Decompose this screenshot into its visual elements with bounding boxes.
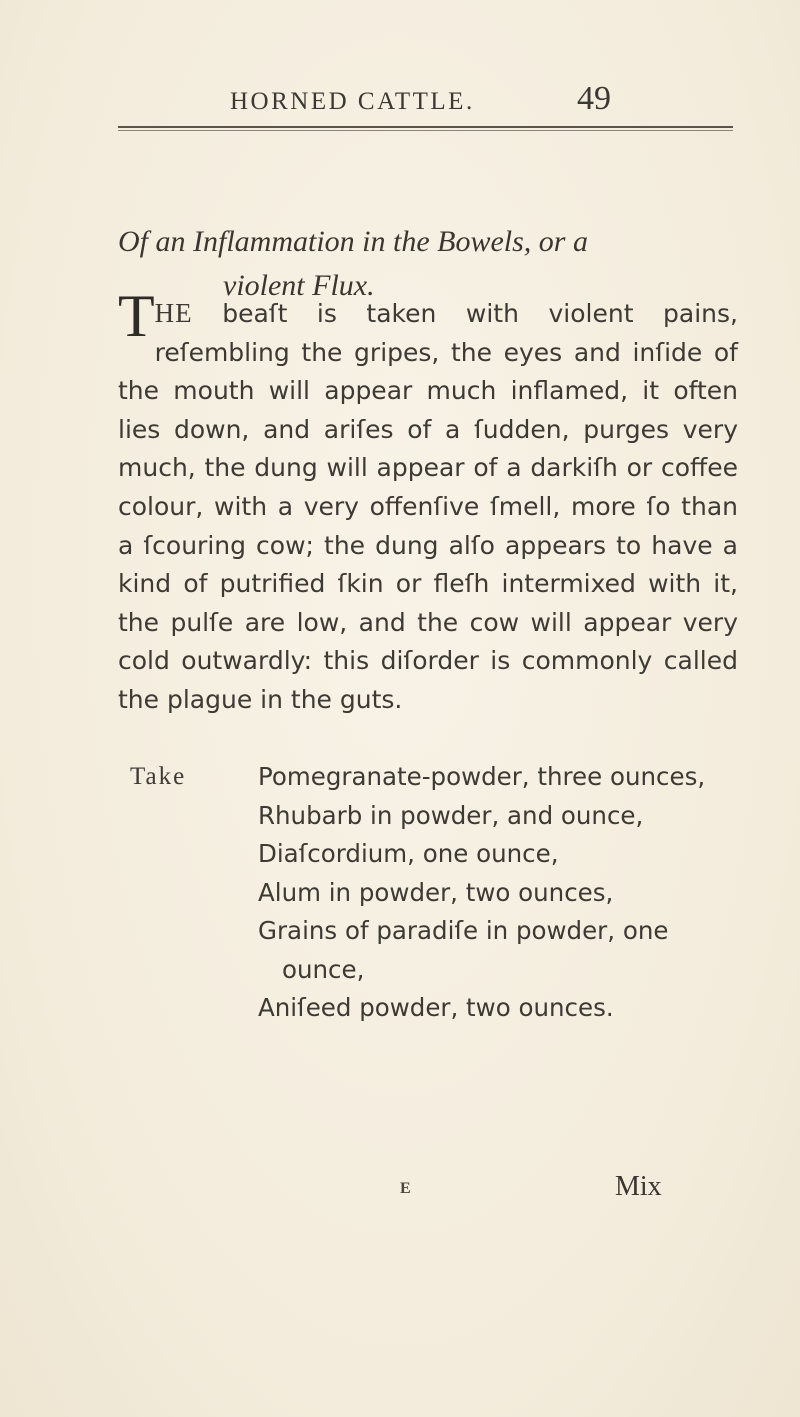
ingredient-item: Grains of paradiſe in powder, one	[258, 916, 669, 945]
body-line: of the mouth will appear much inflamed, it	[118, 337, 738, 406]
ingredient-list	[130, 758, 740, 1028]
body-line: diſorder is commonly called the plague in	[118, 646, 738, 714]
page-number: 49	[577, 80, 611, 117]
recipe-label: Take	[130, 763, 187, 790]
body-line: the guts.	[290, 684, 403, 714]
running-head: HORNED CATTLE.	[230, 88, 475, 115]
ingredient-item: Aniſeed powder, two ounces.	[258, 993, 614, 1022]
body-line: fleſh intermixed with it, the pulſe are low, and	[118, 569, 738, 637]
body-line: often lies down, and ariſes of a ſudden, purges	[118, 376, 738, 444]
body-line: very much, the dung will appear of a darkiſh	[118, 414, 738, 483]
drop-cap: T	[118, 283, 155, 349]
body-line: more ſo than a ſcouring cow; the dung alſo	[118, 491, 738, 560]
body-line: appears to have a kind of putrified ſkin or	[118, 530, 738, 599]
ingredient-item: Diaſcordium, one ounce,	[258, 839, 559, 868]
body-line: beaſt is taken with violent	[222, 299, 634, 328]
body-line: or coffee colour, with a very offenſive ſmell,	[118, 453, 739, 521]
body-line: the cow will appear very cold outwardly: this	[118, 607, 738, 676]
section-title-line-1: Of an Inflammation in the Bowels, or a	[118, 225, 588, 258]
signature-mark: E	[400, 1180, 411, 1197]
ingredient-item: Alum in powder, two ounces,	[258, 877, 614, 907]
drop-cap-continuation: HE	[154, 298, 193, 328]
header-rule	[118, 126, 733, 131]
ingredient-item: Rhubarb in powder, and ounce,	[258, 800, 644, 830]
ingredient-item: Pomegranate-powder, three ounces,	[258, 762, 706, 791]
recipe	[130, 758, 740, 1028]
body-line: pains, reſembling the gripes, the eyes and inſide	[154, 299, 738, 367]
section-title-line-2: violent Flux.	[223, 269, 375, 302]
ingredient-item: ounce,	[282, 954, 365, 984]
catchword: Mix	[615, 1171, 662, 1202]
